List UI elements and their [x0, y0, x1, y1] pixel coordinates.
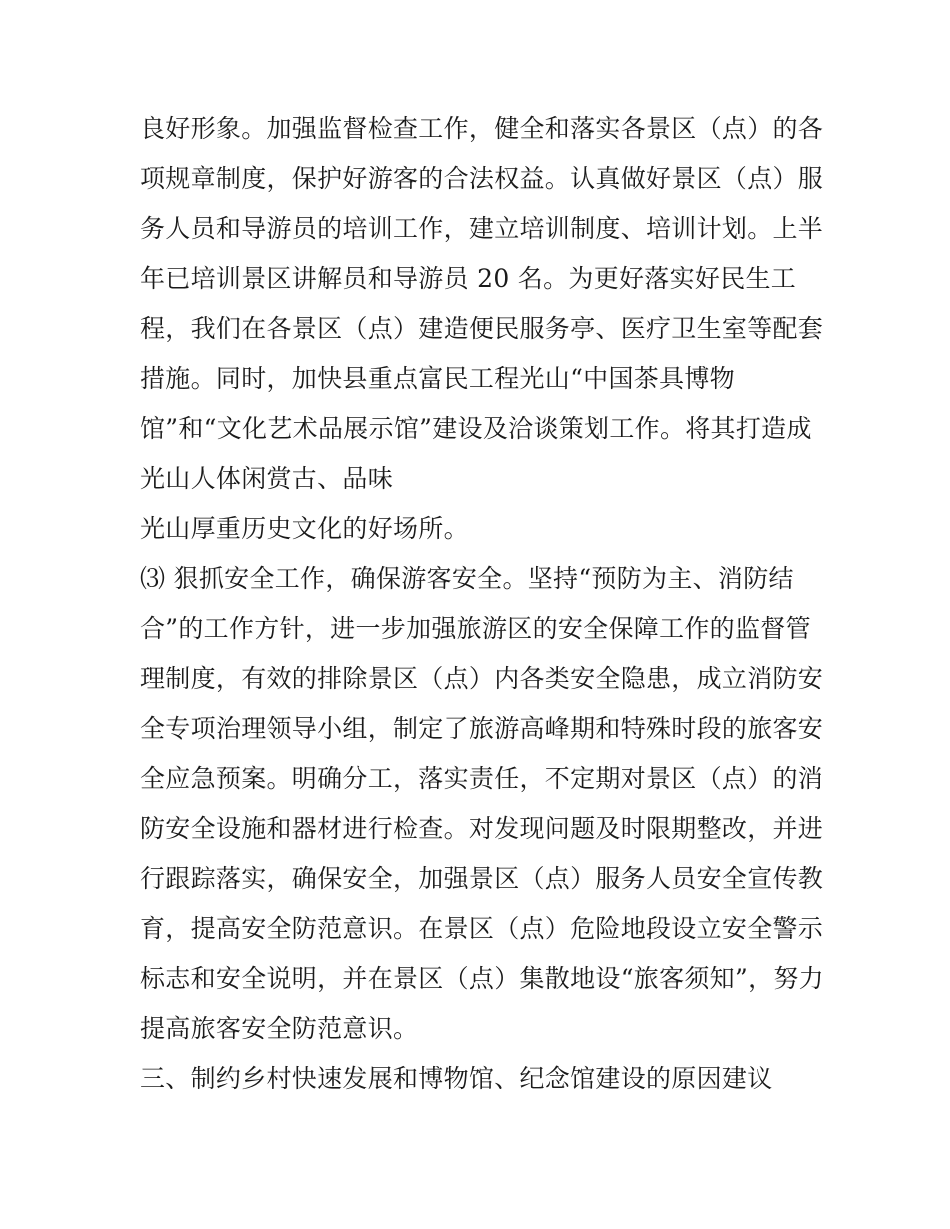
text-line: 行跟踪落实，确保安全，加强景区（点）服务人员安全宣传教 [140, 864, 824, 893]
text-line: 防安全设施和器材进行检查。对发现问题及时限期整改，并进 [140, 814, 824, 843]
text-line: 理制度，有效的排除景区（点）内各类安全隐患，成立消防安 [140, 664, 824, 693]
section-heading: 三、制约乡村快速发展和博物馆、纪念馆建设的原因建议 [140, 1064, 773, 1093]
list-item-heading: ⑶ 狠抓安全工作，确保游客安全。坚持“预防为主、消防结 [140, 564, 794, 593]
text-line: 标志和安全说明，并在景区（点）集散地设“旅客须知”，努力 [140, 964, 824, 993]
text-line: 育，提高安全防范意识。在景区（点）危险地段设立安全警示 [140, 914, 824, 943]
text-line: 务人员和导游员的培训工作，建立培训制度、培训计划。上半 [140, 214, 824, 243]
text-line: 馆”和“文化艺术品展示馆”建设及洽谈策划工作。将其打造成 [140, 414, 812, 443]
text-line: 良好形象。加强监督检查工作，健全和落实各景区（点）的各 [140, 114, 824, 143]
text-line: 措施。同时，加快县重点富民工程光山“中国茶具博物 [140, 364, 735, 393]
text-line: 项规章制度，保护好游客的合法权益。认真做好景区（点）服 [140, 164, 824, 193]
text-line: 提高旅客安全防范意识。 [140, 1014, 419, 1043]
text-line: 年已培训景区讲解员和导游员 20 名。为更好落实好民生工 [140, 264, 797, 293]
text-line: 全应急预案。明确分工，落实责任，不定期对景区（点）的消 [140, 764, 824, 793]
text-line: 光山厚重历史文化的好场所。 [140, 514, 469, 543]
text-line: 程，我们在各景区（点）建造便民服务亭、医疗卫生室等配套 [140, 314, 824, 343]
text-line: 光山人体闲赏古、品味 [140, 464, 394, 493]
text-line: 全专项治理领导小组，制定了旅游高峰期和特殊时段的旅客安 [140, 714, 824, 743]
text-line: 合”的工作方针，进一步加强旅游区的安全保障工作的监督管 [140, 614, 811, 643]
